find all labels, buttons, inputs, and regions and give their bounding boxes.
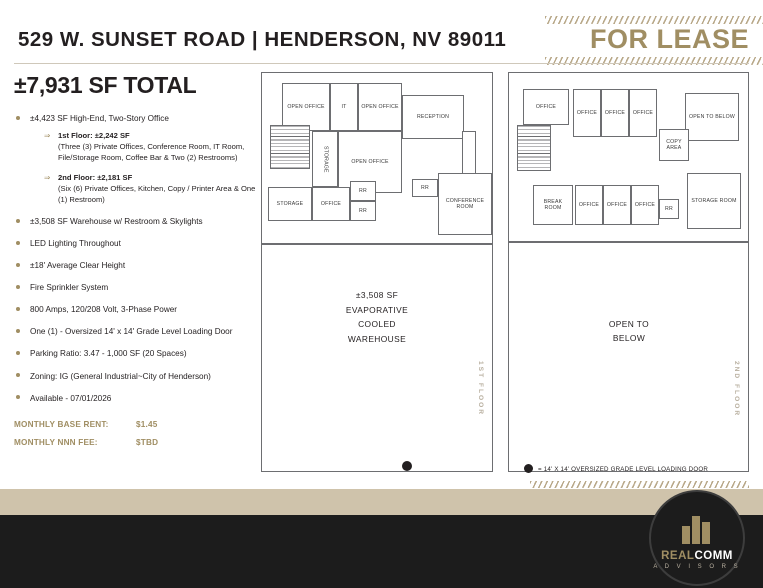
bullet-dot-icon [16,285,20,289]
feature-bullet [14,260,259,271]
room-restroom-2: RR [350,201,376,221]
sub-feature-title: 1st Floor: ±2,242 SF [58,131,130,141]
realcomm-logo [649,490,745,586]
page-title: 529 W. SUNSET ROAD | HENDERSON, NV 89011 [18,28,507,51]
feature-bullet [14,393,259,404]
bullet-dot-icon [16,373,20,377]
feature-text: One (1) - Oversized 14' x 14' Grade Level Loading Door [30,327,233,337]
base-rent-row [14,420,259,429]
room-storage-2: STORAGE [268,187,312,221]
room-office-e: OFFICE [575,185,603,225]
room-office-f: OFFICE [603,185,631,225]
hatch-decoration-footer [530,481,749,488]
warehouse-line-1: EVAPORATIVE [345,304,409,315]
nnn-fee-label: MONTHLY NNN FEE: [14,437,98,447]
feature-text: LED Lighting Throughout [30,239,121,249]
room-storage: STORAGE ROOM [687,173,741,229]
bullet-dot-icon [16,241,20,245]
plan-divider [509,241,748,243]
building-icon [682,514,712,544]
hatch-decoration-top [545,16,763,24]
room-office-a: OFFICE [523,89,569,125]
nnn-fee-value: $TBD [136,437,159,447]
room-open-office-2: OPEN OFFICE [358,83,402,131]
logo-real: REAL [661,550,695,562]
feature-text: Available - 07/01/2026 [30,393,112,403]
room-office: OFFICE [312,187,350,221]
feature-text: 800 Amps, 120/208 Volt, 3-Phase Power [30,305,178,315]
feature-bullet [14,371,259,382]
bullet-dot-icon [16,307,20,311]
page-header [0,0,763,70]
room-office-d: OFFICE [629,89,657,137]
loading-door-marker [402,461,412,471]
feature-text: ±18' Average Clear Height [30,261,126,271]
sf-total-heading: ±7,931 SF TOTAL [14,72,197,98]
for-lease-label: FOR LEASE [589,24,749,54]
stairs [270,125,310,169]
feature-bullet [14,216,259,227]
rent-block [14,420,259,447]
bullet-dot-icon [16,351,20,355]
feature-bullet [14,113,259,205]
warehouse-line-2: COOLED [358,319,396,330]
base-rent-label: MONTHLY BASE RENT: [14,419,109,429]
first-floor-label: 1ST FLOOR [477,361,484,416]
warehouse-line-3: WAREHOUSE [347,334,407,345]
sub-feature [44,130,259,163]
feature-bullet [14,326,259,337]
base-rent-value: $1.45 [136,419,158,429]
room-corridor [462,131,476,179]
second-floor-plan [508,72,749,472]
logo-subtitle: A D V I S O R S [653,564,741,570]
open-below-line-2: BELOW [612,333,646,344]
stairs [517,125,551,171]
room-restroom: RR [659,199,679,219]
footer-band [0,489,763,515]
arrow-icon: ⇒ [44,173,51,183]
room-office-b: OFFICE [573,89,601,137]
bullet-dot-icon [16,329,20,333]
room-reception: RECEPTION [402,95,464,139]
feature-text: Parking Ratio: 3.47 - 1,000 SF (20 Spaces) [30,349,187,359]
open-to-below-label [564,317,694,346]
feature-text: ±4,423 SF High-End, Two-Story Office [30,114,169,123]
feature-bullet [14,238,259,249]
room-office-c: OFFICE [601,89,629,137]
office-breakdown [44,130,259,205]
room-restroom-3: RR [412,179,438,197]
room-office-g: OFFICE [631,185,659,225]
sub-feature-body: (Three (3) Private Offices, Conference Room, IT Room, File/Storage Room, Coffee Bar & Two (2) Restrooms) [58,142,245,163]
room-break: BREAK ROOM [533,185,573,225]
room-storage [312,131,338,187]
feature-text: ±3,508 SF Warehouse w/ Restroom & Skylights [30,217,203,227]
sub-feature-body: (Six (6) Private Offices, Kitchen, Copy / Printer Area & One (1) Restroom) [58,184,256,205]
logo-comm: COMM [694,550,733,562]
bullet-dot-icon [16,395,20,399]
legend-dot-icon [524,464,533,473]
plan-divider [262,243,492,245]
feature-text: Zoning: IG (General Industrial~City of Henderson) [30,371,211,381]
bullet-dot-icon [16,219,20,223]
room-restroom-1: RR [350,181,376,201]
header-divider [14,63,749,64]
room-conference: CONFERENCE ROOM [438,173,492,235]
warehouse-sf: ±3,508 SF [355,290,399,300]
room-storage-label: STORAGE [322,145,329,173]
open-below-line-1: OPEN TO [608,319,650,329]
feature-bullet [14,348,259,359]
second-floor-label: 2ND FLOOR [733,361,740,418]
first-floor-plan [261,72,493,472]
sub-feature-title: 2nd Floor: ±2,181 SF [58,173,133,183]
legend-text: = 14' X 14' OVERSIZED GRADE LEVEL LOADING DOOR [538,466,709,473]
bullet-dot-icon [16,263,20,267]
room-open-to-below-top: OPEN TO BELOW [685,93,739,141]
feature-bullet [14,304,259,315]
room-open-office-center: OPEN OFFICE [338,131,402,193]
logo-wordmark [651,550,743,562]
warehouse-label [302,288,452,347]
sub-feature [44,172,259,205]
nnn-fee-row [14,438,259,447]
bullet-dot-icon [16,116,20,120]
arrow-icon: ⇒ [44,131,51,141]
footer-dark [0,515,763,588]
room-copy-area: COPY AREA [659,129,689,161]
feature-bullet [14,282,259,293]
feature-text: Fire Sprinkler System [30,283,109,293]
room-open-office: OPEN OFFICE [282,83,330,131]
room-it: IT [330,83,358,131]
features-column [14,72,259,456]
